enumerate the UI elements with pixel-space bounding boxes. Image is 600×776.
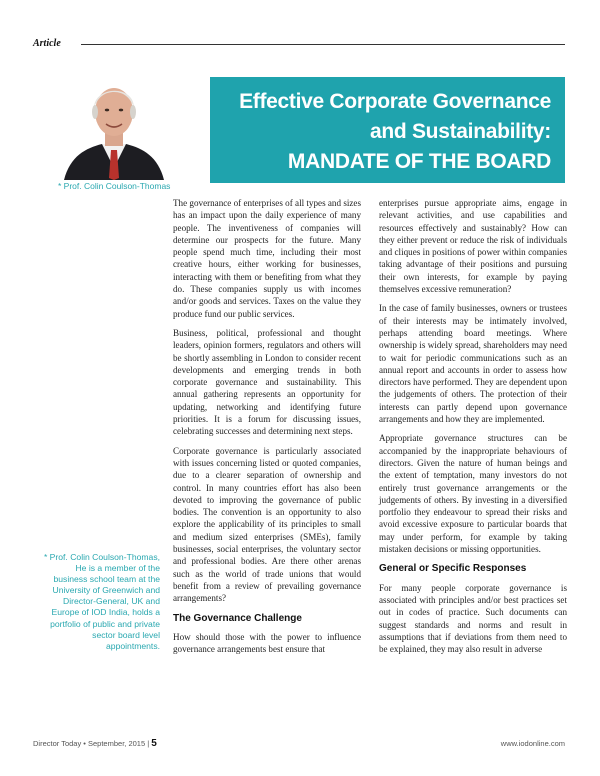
- header-rule: [81, 44, 565, 45]
- title-line-3: MANDATE OF THE BOARD: [287, 150, 551, 173]
- page-footer: [33, 738, 565, 752]
- title-line-1: Effective Corporate Governance: [239, 90, 551, 113]
- title-banner: [210, 77, 565, 183]
- author-photo: [60, 72, 168, 180]
- article-column-1: [173, 197, 361, 662]
- paragraph: For many people corporate governance is associated with principles and/or best practices set out in codes of practice. Such documents can suggest standards and norms and result in assumptions that if deviations from them need to be explained, they may also result in adverse: [379, 582, 567, 655]
- paragraph: In the case of family businesses, owners or trustees of their interests may be intimately involved, perhaps attending board meetings. Where ownership is widely spread, shareholders may need to wait for periodic communications such as an annual report and accounts in order to assess how directors have performed. They are dependent upon the judgements of others. The protection of their interests can partly depend upon governance arrangements and how they are implemented.: [379, 303, 567, 425]
- page-number: 5: [151, 738, 157, 749]
- paragraph: enterprises pursue appropriate aims, engage in relevant activities, and use capabilities and resources effectively and sustainably? How can they either prevent or reduce the risk of individuals and cliques in positions of power within companies taking advantage of their positions and pursuing their own interests, for example by paying themselves excessive remuneration?: [379, 198, 567, 295]
- title-line-2: and Sustainability:: [370, 120, 551, 143]
- section-heading: General or Specific Responses: [379, 563, 527, 575]
- article-column-2: [379, 197, 567, 662]
- author-caption: * Prof. Colin Coulson-Thomas: [58, 181, 171, 191]
- footer-left: [33, 738, 157, 749]
- paragraph: The governance of enterprises of all types and sizes has an impact upon the daily experience of many people. The inventiveness of companies will determine our prospects for the future. Many people spend much time, including their most creative hours, either working for businesses, interacting with them or benefiting from what they do. These companies supply us with incomes and/or goods and services. Taxes on the value they produce fund our public services.: [173, 198, 361, 319]
- footer-publication: Director Today • September, 2015 |: [33, 739, 150, 748]
- paragraph: Appropriate governance structures can be accompanied by the inappropriate behaviours of directors. Given the nature of human beings and the extent of temptation, many investors do not entirely trust governance arrangements or the judgements of others. By investing in a diversified portfolio they endeavour to spread their risks and avoid excessive exposure to particular boards that may under perform, for example by taking mistaken decisions or missing opportunities.: [379, 433, 567, 555]
- paragraph: How should those with the power to influence governance arrangements best ensure that: [173, 631, 361, 655]
- section-label: Article: [33, 38, 61, 49]
- section-heading: The Governance Challenge: [173, 612, 302, 624]
- paragraph: Corporate governance is particularly associated with issues concerning listed or quoted companies, due to a clearer separation of ownership and control. In many countries effort has also been devoted to improving the governance of public bodies. The convention is an opportunity to also explore the applicability of its principles to small and medium sized enterprises (SMEs), family businesses, social enterprises, the voluntary sector and professional bodies. Are there other arenas such as the world of trade unions that would benefit from a review of prevailing governance arrangements?: [173, 445, 361, 604]
- section-header: [33, 38, 565, 52]
- author-bio-note: * Prof. Colin Coulson-Thomas, He is a member of the business school team at the University of Greenwich and Director-General, UK and Europe of IOD India, holds a portfolio of public and private sector board level appointments.: [43, 552, 160, 651]
- paragraph: Business, political, professional and thought leaders, opinion formers, regulators and others will be shortly assembling in London to consider recent developments and emerging trends in both corporate governance and sustainability. This annual gathering represents an opportunity for updating, networking and identifying future priorities. It is a forum for discussing issues, celebrating successes and determining next steps.: [173, 327, 361, 437]
- footer-website: www.iodonline.com: [500, 739, 565, 748]
